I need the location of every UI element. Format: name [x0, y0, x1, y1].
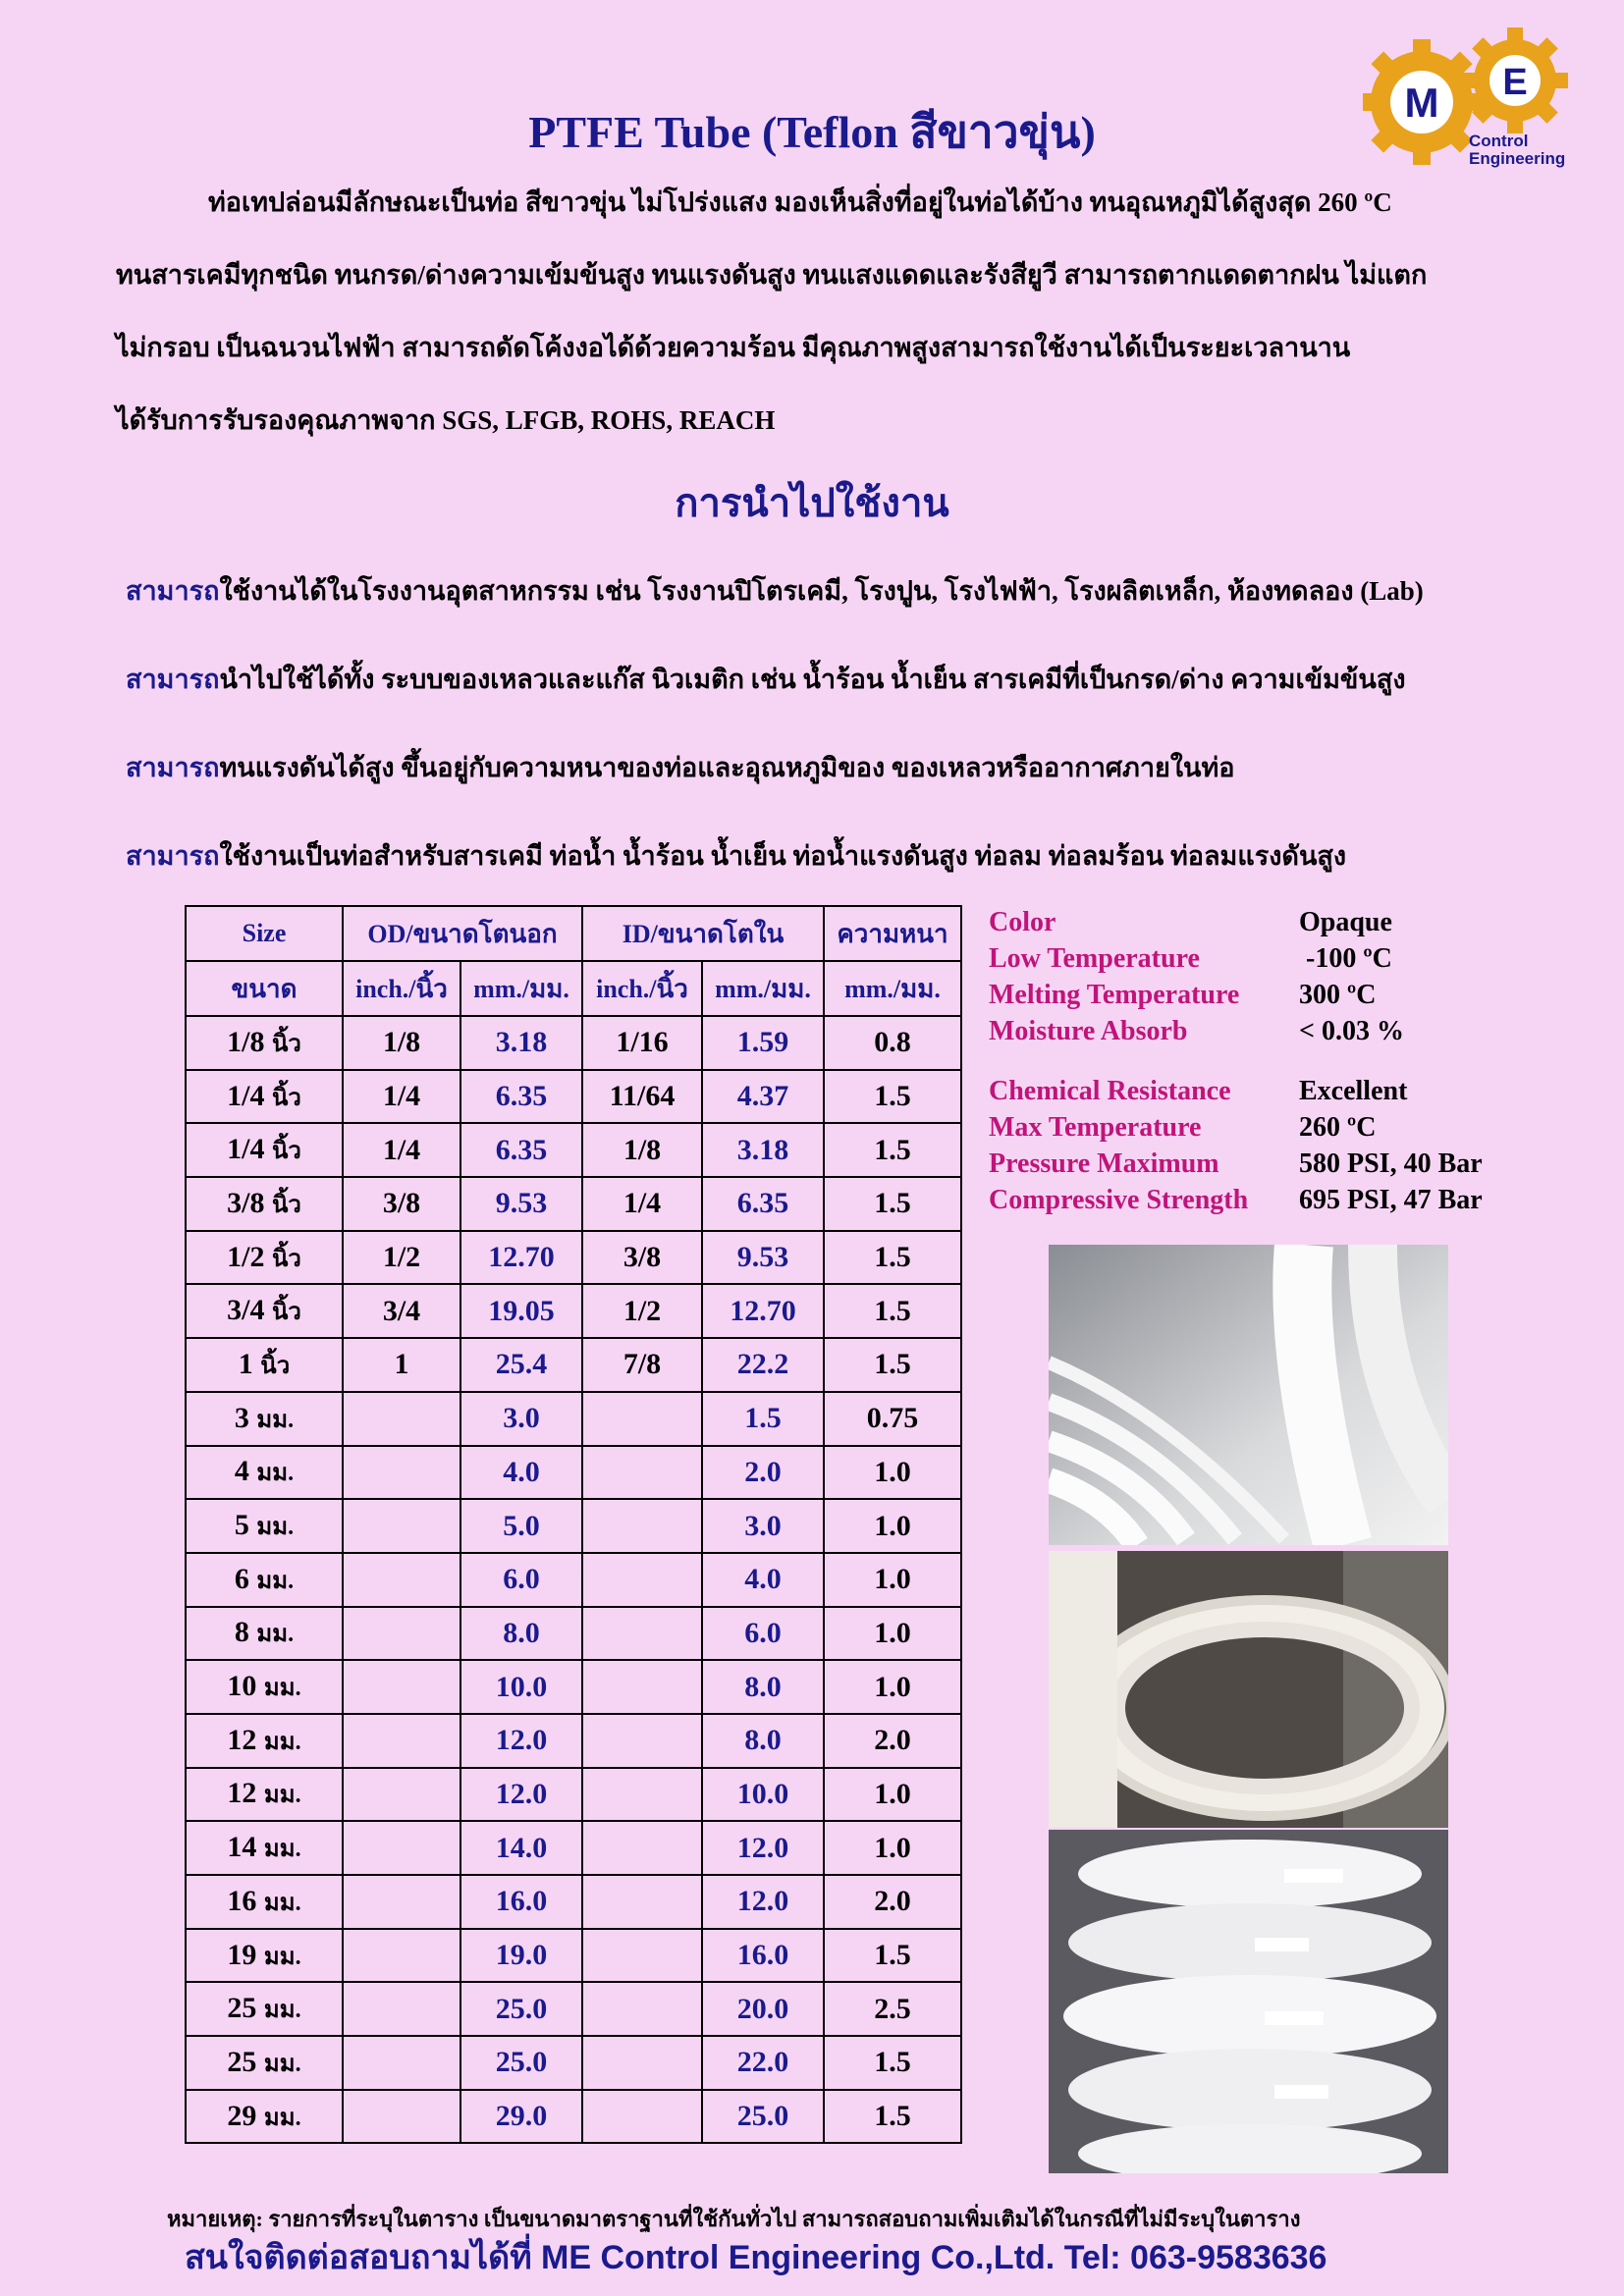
- usage-item: [126, 569, 1424, 612]
- subheader-thickness-mm: mm./มม.: [824, 961, 961, 1016]
- id-inch-cell: [582, 1553, 702, 1607]
- property-name: Low Temperature: [989, 943, 1200, 974]
- size-unit: มม.: [263, 1783, 301, 1809]
- od-mm-cell: 12.0: [460, 1714, 582, 1768]
- usage-lead: สามารถ: [126, 665, 220, 694]
- spec-table: [185, 905, 962, 2144]
- id-mm-cell: 12.0: [702, 1821, 824, 1875]
- property-row: [989, 1112, 1376, 1144]
- id-inch-cell: [582, 1875, 702, 1929]
- od-inch-cell: [343, 1660, 460, 1714]
- usage-item: [126, 834, 1346, 877]
- thick-cell: 1.0: [824, 1553, 961, 1607]
- id-mm-cell: 3.0: [702, 1499, 824, 1553]
- id-inch-cell: [582, 1392, 702, 1446]
- size-value: 4: [234, 1455, 249, 1488]
- od-mm-cell: 19.05: [460, 1284, 582, 1338]
- id-inch-cell: [582, 1929, 702, 1983]
- id-inch-cell: [582, 1714, 702, 1768]
- id-inch-cell: 1/16: [582, 1016, 702, 1070]
- table-row: [186, 2090, 961, 2144]
- id-inch-cell: 1/2: [582, 1284, 702, 1338]
- size-cell: [186, 1016, 343, 1070]
- id-inch-cell: [582, 1446, 702, 1500]
- id-mm-cell: 10.0: [702, 1768, 824, 1822]
- size-unit: มม.: [263, 1998, 301, 2024]
- size-value: 8: [234, 1616, 249, 1649]
- size-value: 25: [227, 2045, 257, 2078]
- table-row: [186, 1123, 961, 1177]
- size-unit: มม.: [263, 1890, 301, 1916]
- table-row: [186, 2036, 961, 2090]
- size-cell: [186, 1231, 343, 1285]
- size-unit: มม.: [263, 1944, 301, 1970]
- property-value: Opaque: [1299, 907, 1392, 937]
- id-mm-cell: 16.0: [702, 1929, 824, 1983]
- id-inch-cell: [582, 1821, 702, 1875]
- size-cell: [186, 1821, 343, 1875]
- usage-text: นำไปใช้ได้ทั้ง ระบบของเหลวและแก๊ส นิวเมติก เช่น น้ำร้อน น้ำเย็น สารเคมีที่เป็นกรด/ด่าง ความเข้มข้นสูง: [219, 665, 1406, 694]
- usage-item: [126, 746, 1235, 788]
- id-mm-cell: 4.0: [702, 1553, 824, 1607]
- id-mm-cell: 2.0: [702, 1446, 824, 1500]
- size-cell: [186, 1714, 343, 1768]
- size-unit: มม.: [263, 1676, 301, 1702]
- subheader-id-inch: inch./นิ้ว: [582, 961, 702, 1016]
- od-inch-cell: [343, 1929, 460, 1983]
- od-inch-cell: 1: [343, 1338, 460, 1392]
- size-cell: [186, 1929, 343, 1983]
- table-row: [186, 1553, 961, 1607]
- size-value: 5: [234, 1509, 249, 1542]
- header-od: OD/ขนาดโตนอก: [343, 906, 582, 961]
- size-value: 1: [238, 1347, 253, 1380]
- thick-cell: 1.0: [824, 1446, 961, 1500]
- od-inch-cell: [343, 1714, 460, 1768]
- id-mm-cell: 20.0: [702, 1982, 824, 2036]
- size-unit: มม.: [263, 1837, 301, 1863]
- thick-cell: 1.5: [824, 1929, 961, 1983]
- usage-lead: สามารถ: [126, 753, 220, 782]
- od-inch-cell: 1/4: [343, 1123, 460, 1177]
- svg-text:M: M: [1404, 80, 1439, 126]
- od-inch-cell: 1/8: [343, 1016, 460, 1070]
- od-mm-cell: 4.0: [460, 1446, 582, 1500]
- property-value: 580 PSI, 40 Bar: [1299, 1148, 1483, 1179]
- property-value: Excellent: [1299, 1076, 1408, 1106]
- header-id: ID/ขนาดโตใน: [582, 906, 824, 961]
- thick-cell: 1.5: [824, 1231, 961, 1285]
- usage-text: ใช้งานได้ในโรงงานอุตสาหกรรม เช่น โรงงานปิโตรเคมี, โรงปูน, โรงไฟฟ้า, โรงผลิตเหล็ก, ห้องทดลอง (Lab): [219, 576, 1424, 606]
- intro-line: ได้รับการรับรองคุณภาพจาก SGS, LFGB, ROHS, REACH: [116, 405, 776, 435]
- id-mm-cell: 3.18: [702, 1123, 824, 1177]
- table-row: [186, 1929, 961, 1983]
- size-cell: [186, 2036, 343, 2090]
- od-mm-cell: 12.0: [460, 1768, 582, 1822]
- table-row: [186, 1875, 961, 1929]
- id-inch-cell: [582, 1660, 702, 1714]
- od-mm-cell: 16.0: [460, 1875, 582, 1929]
- size-unit: นิ้ว: [271, 1031, 301, 1057]
- size-value: 12: [227, 1723, 257, 1756]
- usage-text: ทนแรงดันได้สูง ขึ้นอยู่กับความหนาของท่อและอุณหภูมิของ ของเหลวหรืออากาศภายในท่อ: [219, 753, 1235, 782]
- table-subheader-row: [186, 961, 961, 1016]
- thick-cell: 1.0: [824, 1768, 961, 1822]
- logo-text-engineering: Engineering: [1469, 149, 1566, 168]
- id-mm-cell: 9.53: [702, 1231, 824, 1285]
- size-cell: [186, 1392, 343, 1446]
- size-unit: มม.: [263, 2105, 301, 2131]
- size-value: 16: [227, 1884, 257, 1917]
- size-unit: มม.: [256, 1515, 295, 1541]
- thick-cell: 1.5: [824, 1123, 961, 1177]
- table-row: [186, 1499, 961, 1553]
- contact-line: สนใจติดต่อสอบถามได้ที่ ME Control Engineering Co.,Ltd. Tel: 063-9583636: [185, 2239, 1327, 2276]
- usage-item: [126, 658, 1406, 700]
- size-cell: [186, 1607, 343, 1661]
- thick-cell: 0.8: [824, 1016, 961, 1070]
- size-unit: มม.: [256, 1407, 295, 1433]
- id-inch-cell: 7/8: [582, 1338, 702, 1392]
- logo-text-control: Control: [1469, 132, 1529, 150]
- id-inch-cell: [582, 2036, 702, 2090]
- thick-cell: 1.0: [824, 1499, 961, 1553]
- size-value: 12: [227, 1777, 257, 1810]
- od-mm-cell: 25.0: [460, 1982, 582, 2036]
- id-mm-cell: 1.59: [702, 1016, 824, 1070]
- usage-text: ใช้งานเป็นท่อสำหรับสารเคมี ท่อน้ำ น้ำร้อน น้ำเย็น ท่อน้ำแรงดันสูง ท่อลม ท่อลมร้อน ท่อลมแรงดันสูง: [219, 841, 1347, 871]
- table-row: [186, 1392, 961, 1446]
- footnote: หมายเหตุ: รายการที่ระบุในตาราง เป็นขนาดมาตราฐานที่ใช้กันทั่วไป สามารถสอบถามเพิ่มเติมได้ในกรณีที่ไม่มีระบุในตาราง: [167, 2207, 1301, 2231]
- id-inch-cell: [582, 1607, 702, 1661]
- size-unit: นิ้ว: [271, 1139, 301, 1165]
- thick-cell: 1.5: [824, 1177, 961, 1231]
- product-photo-packaged-rolls: [1049, 1830, 1448, 2173]
- product-photo-coil: [1049, 1551, 1448, 1828]
- od-inch-cell: 3/8: [343, 1177, 460, 1231]
- property-name: Color: [989, 907, 1056, 937]
- od-inch-cell: [343, 1499, 460, 1553]
- od-mm-cell: 6.35: [460, 1070, 582, 1124]
- size-value: 1/4: [227, 1133, 265, 1166]
- property-row: [989, 943, 1392, 975]
- size-value: 1/8: [227, 1025, 265, 1058]
- od-mm-cell: 14.0: [460, 1821, 582, 1875]
- od-inch-cell: [343, 1982, 460, 2036]
- size-unit: นิ้ว: [271, 1085, 301, 1111]
- property-row: [989, 1076, 1407, 1107]
- thick-cell: 1.5: [824, 1338, 961, 1392]
- id-mm-cell: 6.35: [702, 1177, 824, 1231]
- property-row: [989, 907, 1392, 938]
- property-name: Max Temperature: [989, 1112, 1202, 1143]
- od-inch-cell: 3/4: [343, 1284, 460, 1338]
- size-cell: [186, 1982, 343, 2036]
- id-inch-cell: [582, 2090, 702, 2144]
- page-title: PTFE Tube (Teflon สีขาวขุ่น): [528, 107, 1096, 157]
- table-body: [186, 1016, 961, 2143]
- product-photo-straight-tubes: [1049, 1245, 1448, 1545]
- table-row: [186, 1714, 961, 1768]
- header-size: Size: [186, 906, 343, 961]
- od-mm-cell: 5.0: [460, 1499, 582, 1553]
- table-row: [186, 1607, 961, 1661]
- usage-lead: สามารถ: [126, 841, 220, 871]
- size-unit: นิ้ว: [271, 1246, 301, 1272]
- subheader-id-mm: mm./มม.: [702, 961, 824, 1016]
- thick-cell: 1.5: [824, 2036, 961, 2090]
- property-name: Melting Temperature: [989, 980, 1240, 1010]
- id-inch-cell: 11/64: [582, 1070, 702, 1124]
- table-row: [186, 1338, 961, 1392]
- od-mm-cell: 29.0: [460, 2090, 582, 2144]
- header-thickness: ความหนา: [824, 906, 961, 961]
- size-unit: มม.: [263, 1729, 301, 1755]
- thick-cell: 1.5: [824, 1070, 961, 1124]
- size-value: 10: [227, 1670, 257, 1703]
- table-row: [186, 1016, 961, 1070]
- size-cell: [186, 1123, 343, 1177]
- size-unit: มม.: [263, 2051, 301, 2077]
- size-cell: [186, 2090, 343, 2144]
- size-cell: [186, 1553, 343, 1607]
- usage-lead: สามารถ: [126, 576, 220, 606]
- size-cell: [186, 1875, 343, 1929]
- size-unit: นิ้ว: [260, 1353, 291, 1379]
- id-inch-cell: 3/8: [582, 1231, 702, 1285]
- od-mm-cell: 6.0: [460, 1553, 582, 1607]
- od-mm-cell: 3.18: [460, 1016, 582, 1070]
- od-inch-cell: [343, 2036, 460, 2090]
- id-mm-cell: 6.0: [702, 1607, 824, 1661]
- od-inch-cell: [343, 1875, 460, 1929]
- property-value: < 0.03 %: [1299, 1016, 1404, 1046]
- id-mm-cell: 12.70: [702, 1284, 824, 1338]
- table-row: [186, 1821, 961, 1875]
- od-inch-cell: [343, 2090, 460, 2144]
- od-inch-cell: [343, 1446, 460, 1500]
- od-mm-cell: 9.53: [460, 1177, 582, 1231]
- thick-cell: 1.5: [824, 1284, 961, 1338]
- size-value: 29: [227, 2099, 257, 2132]
- od-mm-cell: 6.35: [460, 1123, 582, 1177]
- intro-line: ทนสารเคมีทุกชนิด ทนกรด/ด่างความเข้มข้นสูง ทนแรงดันสูง ทนแสงแดดและรังสียูวี สามารถตากแดดตากฝน ไม่แตก: [116, 260, 1428, 290]
- property-name: Moisture Absorb: [989, 1016, 1188, 1046]
- svg-text:E: E: [1502, 62, 1528, 103]
- size-value: 19: [227, 1938, 257, 1971]
- size-cell: [186, 1446, 343, 1500]
- property-row: [989, 1016, 1404, 1047]
- subheader-od-mm: mm./มม.: [460, 961, 582, 1016]
- table-row: [186, 1177, 961, 1231]
- size-value: 1/4: [227, 1079, 265, 1112]
- table-row: [186, 1768, 961, 1822]
- thick-cell: 1.0: [824, 1607, 961, 1661]
- size-value: 1/2: [227, 1240, 265, 1273]
- property-name: Pressure Maximum: [989, 1148, 1219, 1179]
- id-inch-cell: [582, 1499, 702, 1553]
- size-unit: มม.: [256, 1568, 295, 1594]
- id-mm-cell: 8.0: [702, 1660, 824, 1714]
- size-cell: [186, 1499, 343, 1553]
- size-unit: นิ้ว: [271, 1300, 301, 1326]
- id-mm-cell: 12.0: [702, 1875, 824, 1929]
- table-row: [186, 1284, 961, 1338]
- size-cell: [186, 1070, 343, 1124]
- od-mm-cell: 10.0: [460, 1660, 582, 1714]
- od-inch-cell: [343, 1392, 460, 1446]
- size-unit: นิ้ว: [271, 1192, 301, 1218]
- subheader-od-inch: inch./นิ้ว: [343, 961, 460, 1016]
- table-header-row: [186, 906, 961, 961]
- size-value: 3: [234, 1401, 249, 1434]
- size-value: 3/8: [227, 1186, 265, 1219]
- thick-cell: 1.0: [824, 1660, 961, 1714]
- thick-cell: 0.75: [824, 1392, 961, 1446]
- od-mm-cell: 25.0: [460, 2036, 582, 2090]
- id-inch-cell: 1/8: [582, 1123, 702, 1177]
- usage-heading: การนำไปใช้งาน: [675, 481, 949, 525]
- id-mm-cell: 22.0: [702, 2036, 824, 2090]
- thick-cell: 1.0: [824, 1821, 961, 1875]
- od-mm-cell: 3.0: [460, 1392, 582, 1446]
- property-value: 260 ºC: [1299, 1112, 1377, 1143]
- od-mm-cell: 19.0: [460, 1929, 582, 1983]
- property-value: -100 ºC: [1299, 943, 1392, 974]
- subheader-size: ขนาด: [186, 961, 343, 1016]
- size-unit: มม.: [256, 1622, 295, 1648]
- size-cell: [186, 1660, 343, 1714]
- property-row: [989, 1185, 1483, 1216]
- table-row: [186, 1070, 961, 1124]
- intro-line: ไม่กรอบ เป็นฉนวนไฟฟ้า สามารถดัดโค้งงอได้ด้วยความร้อน มีคุณภาพสูงสามารถใช้งานได้เป็นระยะเวลานาน: [116, 333, 1351, 362]
- size-value: 6: [234, 1562, 249, 1595]
- id-mm-cell: 8.0: [702, 1714, 824, 1768]
- thick-cell: 1.5: [824, 2090, 961, 2144]
- table-row: [186, 1982, 961, 2036]
- od-mm-cell: 12.70: [460, 1231, 582, 1285]
- od-inch-cell: [343, 1768, 460, 1822]
- id-mm-cell: 25.0: [702, 2090, 824, 2144]
- property-name: Chemical Resistance: [989, 1076, 1231, 1106]
- od-inch-cell: [343, 1607, 460, 1661]
- thick-cell: 2.5: [824, 1982, 961, 2036]
- property-value: 300 ºC: [1299, 980, 1377, 1010]
- size-cell: [186, 1177, 343, 1231]
- property-name: Compressive Strength: [989, 1185, 1249, 1215]
- od-inch-cell: 1/4: [343, 1070, 460, 1124]
- id-inch-cell: 1/4: [582, 1177, 702, 1231]
- id-mm-cell: 1.5: [702, 1392, 824, 1446]
- od-inch-cell: [343, 1821, 460, 1875]
- size-value: 14: [227, 1831, 257, 1864]
- property-value: 695 PSI, 47 Bar: [1299, 1185, 1483, 1215]
- od-mm-cell: 25.4: [460, 1338, 582, 1392]
- table-row: [186, 1446, 961, 1500]
- thick-cell: 2.0: [824, 1714, 961, 1768]
- od-inch-cell: 1/2: [343, 1231, 460, 1285]
- property-row: [989, 1148, 1483, 1180]
- table-row: [186, 1660, 961, 1714]
- property-row: [989, 980, 1376, 1011]
- size-value: 25: [227, 1992, 257, 2025]
- id-inch-cell: [582, 1768, 702, 1822]
- id-mm-cell: 4.37: [702, 1070, 824, 1124]
- od-mm-cell: 8.0: [460, 1607, 582, 1661]
- size-cell: [186, 1338, 343, 1392]
- intro-line: ท่อเทปล่อนมีลักษณะเป็นท่อ สีขาวขุ่น ไม่โปร่งแสง มองเห็นสิ่งที่อยู่ในท่อได้บ้าง ทนอุณหภูมิได้สูงสุด 260 ºC: [208, 187, 1392, 217]
- thick-cell: 2.0: [824, 1875, 961, 1929]
- id-mm-cell: 22.2: [702, 1338, 824, 1392]
- size-unit: มม.: [256, 1461, 295, 1487]
- size-cell: [186, 1768, 343, 1822]
- od-inch-cell: [343, 1553, 460, 1607]
- size-value: 3/4: [227, 1294, 265, 1327]
- table-row: [186, 1231, 961, 1285]
- id-inch-cell: [582, 1982, 702, 2036]
- size-cell: [186, 1284, 343, 1338]
